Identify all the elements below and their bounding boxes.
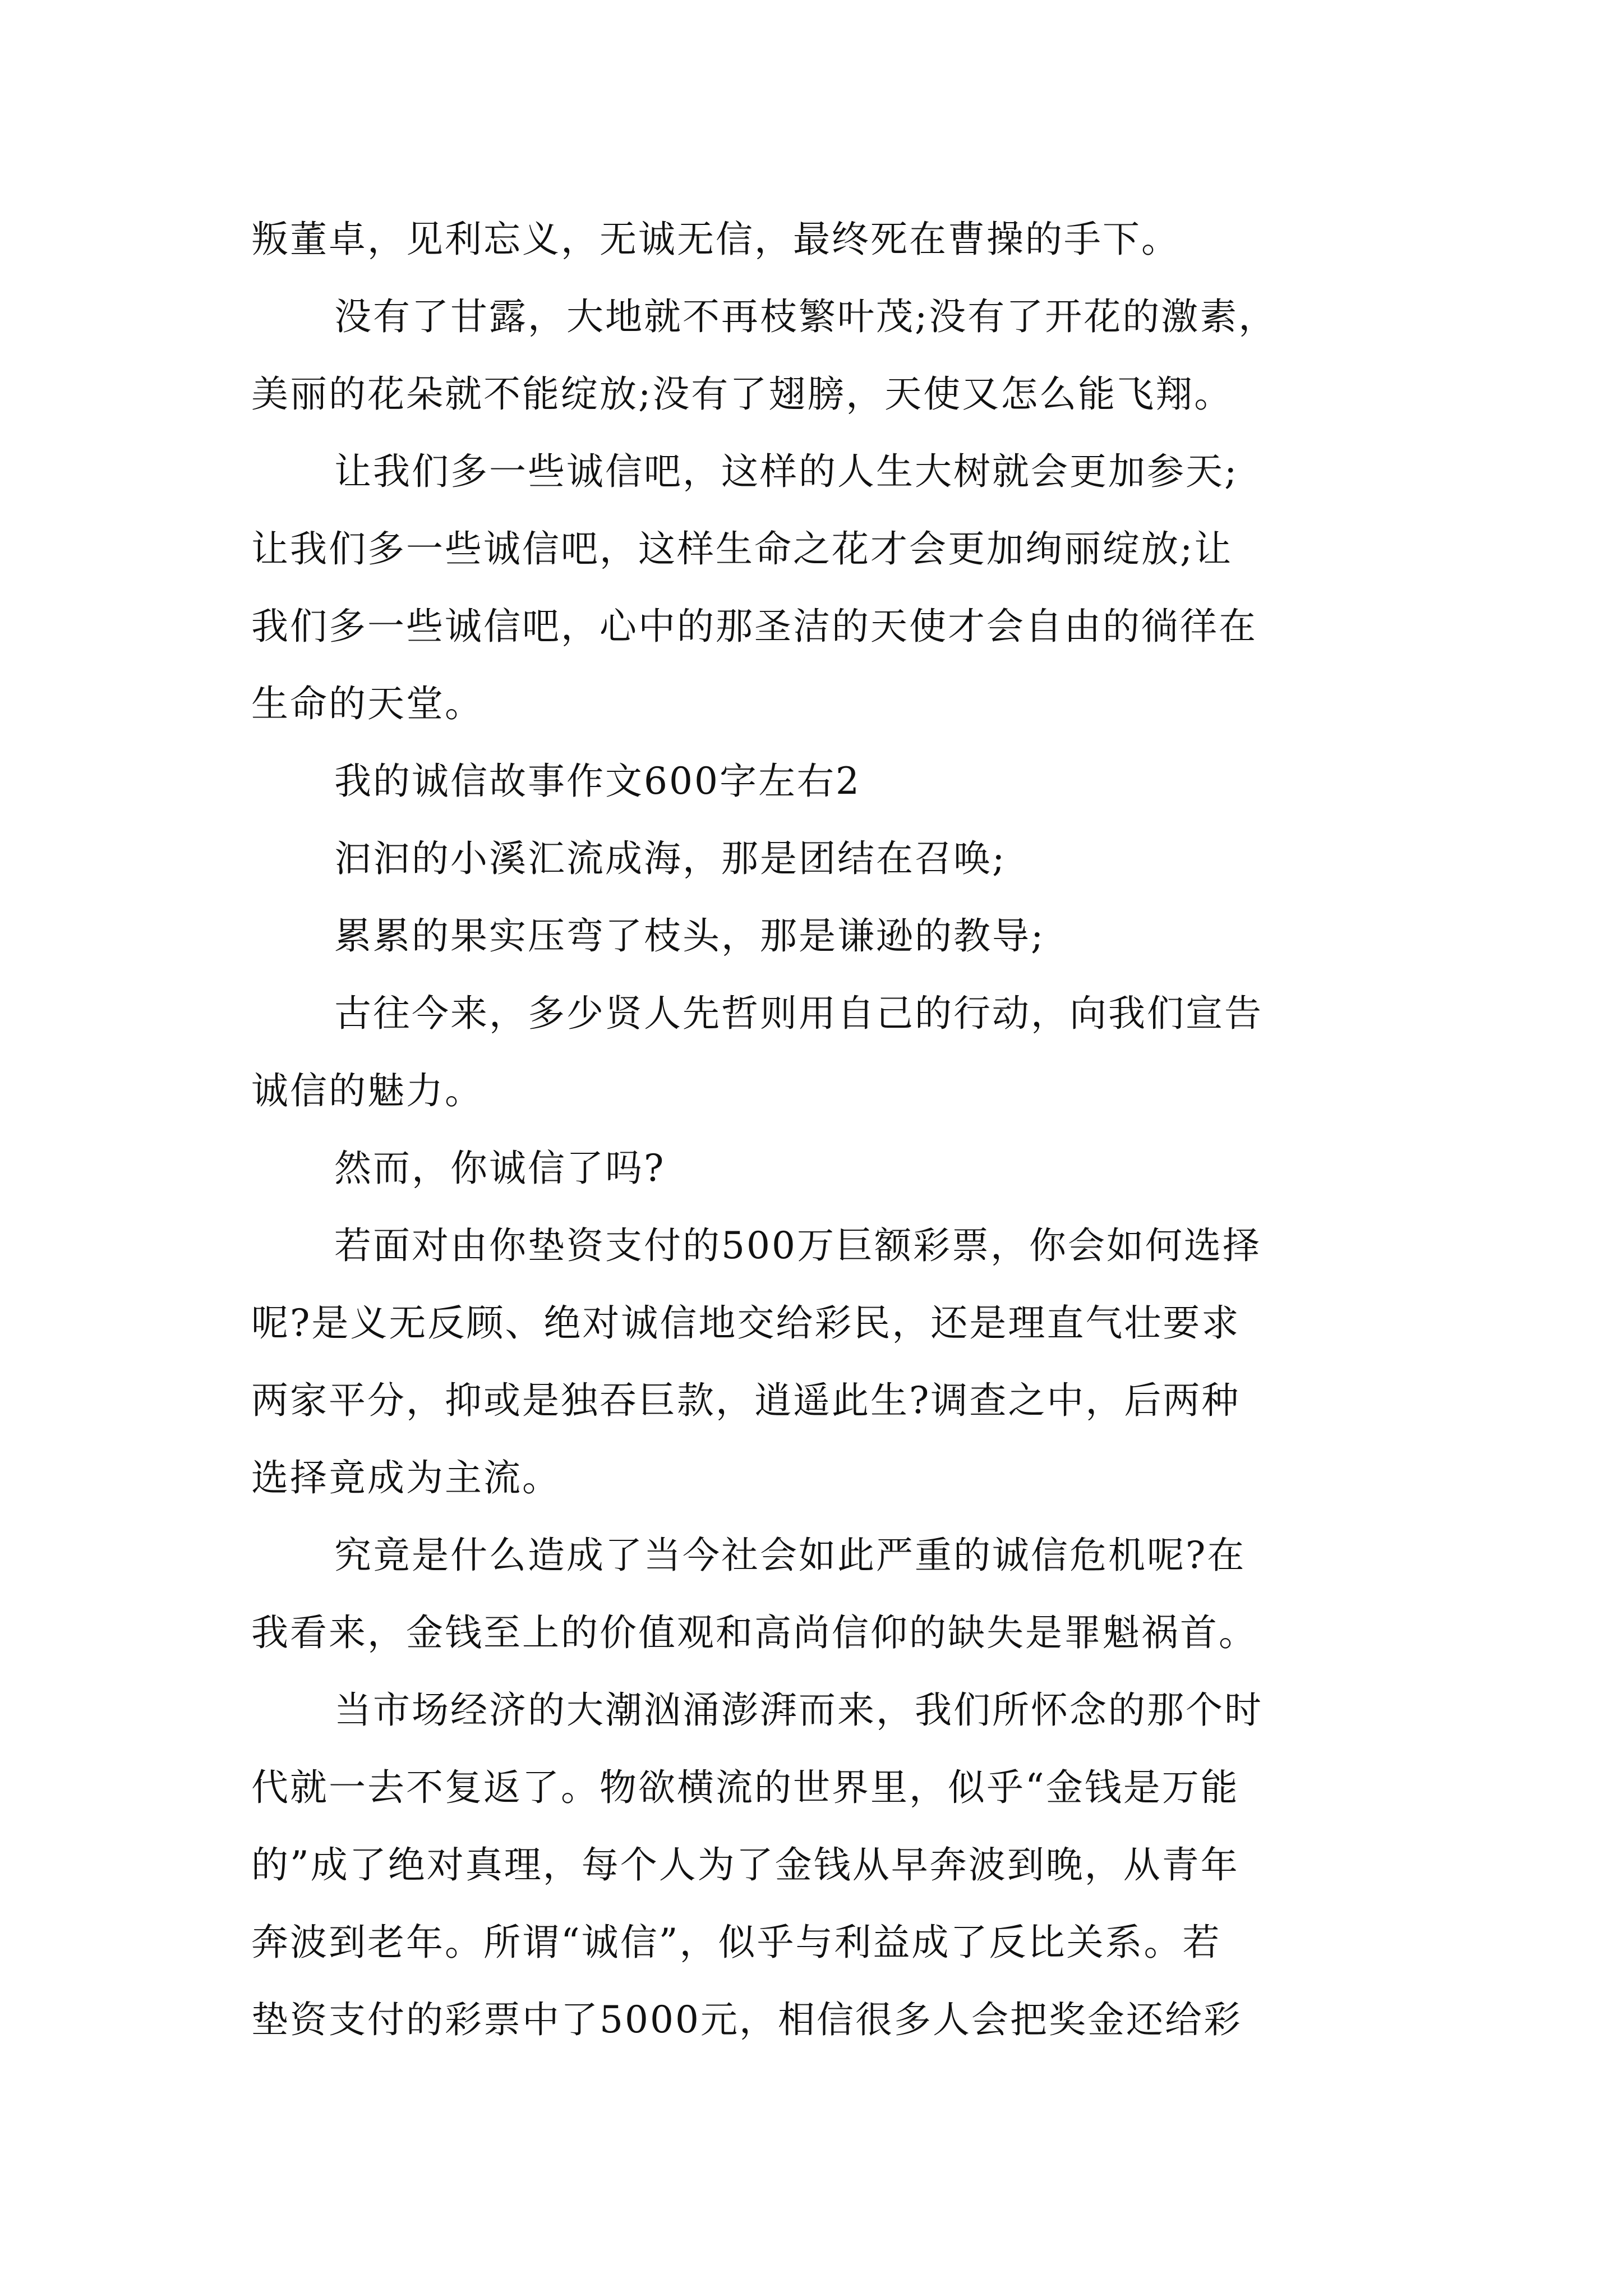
text-line: 没有了甘露，大地就不再枝繁叶茂;没有了开花的激素， [334,295,1278,338]
text-line: 当市场经济的大潮汹涌澎湃而来，我们所怀念的那个时 [334,1688,1263,1732]
text-line: 让我们多一些诚信吧，这样生命之花才会更加绚丽绽放;让 [251,527,1233,570]
document-body [251,201,1378,2059]
text-line: 我的诚信故事作文600字左右2 [334,760,861,803]
text-line: 我看来，金钱至上的价值观和高尚信仰的缺失是罪魁祸首。 [251,1611,1257,1654]
text-line: 究竟是什么造成了当今社会如此严重的诚信危机呢?在 [334,1534,1246,1577]
text-line: 我们多一些诚信吧，心中的那圣洁的天使才会自由的徜徉在 [251,605,1257,648]
text-line: 汩汩的小溪汇流成海，那是团结在召唤; [334,837,1007,880]
text-line: 生命的天堂。 [251,682,483,725]
text-line: 古往今来，多少贤人先哲则用自己的行动，向我们宣告 [334,992,1263,1035]
text-line: 呢?是义无反顾、绝对诚信地交给彩民，还是理直气壮要求 [251,1301,1241,1345]
text-line: 选择竟成为主流。 [251,1456,561,1499]
text-line: 让我们多一些诚信吧，这样的人生大树就会更加参天; [334,450,1239,493]
text-line: 代就一去不复返了。物欲横流的世界里，似乎“金钱是万能 [251,1766,1239,1809]
text-line: 诚信的魅力。 [251,1069,483,1112]
text-line: 两家平分，抑或是独吞巨款，逍遥此生?调查之中，后两种 [251,1379,1241,1422]
text-line: 垫资支付的彩票中了5000元，相信很多人会把奖金还给彩 [251,1998,1242,2041]
text-line: 的”成了绝对真理，每个人为了金钱从早奔波到晚，从青年 [251,1843,1239,1887]
text-line: 若面对由你垫资支付的500万巨额彩票，你会如何选择 [334,1224,1261,1267]
text-line: 美丽的花朵就不能绽放;没有了翅膀，天使又怎么能飞翔。 [251,372,1233,416]
text-line: 奔波到老年。所谓“诚信”，似乎与利益成了反比关系。若 [251,1921,1221,1964]
text-line: 累累的果实压弯了枝头，那是谦逊的教导; [334,914,1045,958]
text-line: 然而，你诚信了吗? [334,1147,666,1190]
text-line: 叛董卓，见利忘义，无诚无信，最终死在曹操的手下。 [251,218,1180,261]
